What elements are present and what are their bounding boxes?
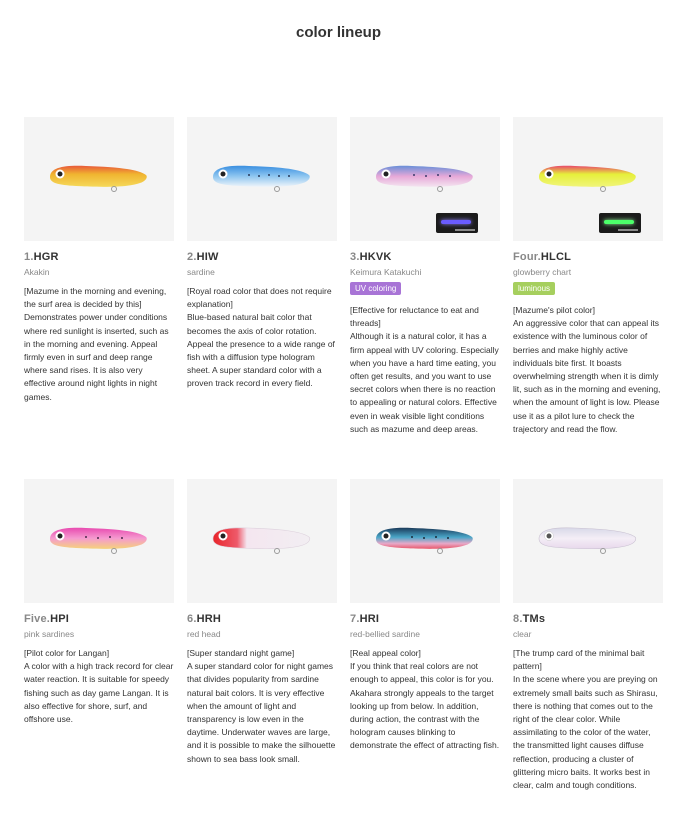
color-description: [Pilot color for Langan] A color with a high track record for clear water reaction. It is suitable for speedy fishing such as day game Langan. It is also effective for shore, surf, and offshore use. xyxy=(24,648,174,725)
color-code: 6.HRH xyxy=(187,613,222,625)
color-description: [The trump card of the minimal bait pattern] In the scene where you are preying on extremely small baits such as Shirasu, there is nothing that comes out to the right of the clear color. While assimilating to the color of the water, the transmitted light causes diffuse reflection, producing a cluster of glittering micro baits. It works best in clear, calm and tough conditions. xyxy=(513,648,658,791)
lure-image xyxy=(350,117,500,241)
color-name: Keimura Katakuchi xyxy=(350,267,422,277)
color-card-hlcl[interactable] xyxy=(513,117,663,436)
color-card-hri[interactable] xyxy=(350,479,500,753)
lure-image xyxy=(24,117,174,241)
page-title: color lineup xyxy=(295,24,381,41)
color-card-tms[interactable] xyxy=(513,479,663,792)
uv-glow-photo xyxy=(436,213,478,233)
color-code: Four.HLCL xyxy=(513,251,572,263)
color-description: [Effective for reluctance to eat and threads] Although it is a natural color, it has a firm appeal with UV coloring. Especially when you have a hard time eating, you often get results, and you want to use secret colors when there is no reaction to appealing or natural colors. Effective even in weak visible light conditions such as mazume and deep areas. xyxy=(350,305,499,434)
lure-hpi-icon xyxy=(46,523,152,555)
lure-image xyxy=(24,479,174,603)
lure-tms-icon xyxy=(535,523,641,555)
color-description: [Mazume's pilot color] An aggressive color that can appeal its existence with the luminous color of berries and make highly active individuals bite first. It boasts overwhelming strength when it is dimly lit, such as in the morning and evening, when the amount of light is low. Please use it as a pilot lure to check the trajectory and read the flow. xyxy=(513,305,661,434)
color-name: glowberry chart xyxy=(513,267,572,277)
color-code: Five.HPI xyxy=(24,613,70,625)
color-name: Akakin xyxy=(24,267,50,277)
lure-hrh-icon xyxy=(209,523,315,555)
color-code: 8.TMs xyxy=(513,613,546,625)
color-description: [Super standard night game] A super standard color for night games that divides popularity from sardine natural bait colors. It is very effective when the amount of light and transparency is low even in the daytime. Underwater waves are large, and it is possible to make the silhouette shown to sea bass look small. xyxy=(187,648,336,764)
lure-image xyxy=(187,479,337,603)
lure-image xyxy=(513,117,663,241)
color-card-hiw[interactable] xyxy=(187,117,337,391)
uv-coloring-tag: UV coloring xyxy=(350,282,401,295)
color-card-hrh[interactable] xyxy=(187,479,337,766)
color-code: 1.HGR xyxy=(24,251,59,263)
color-code: 3.HKVK xyxy=(350,251,392,263)
lure-hkvk-icon xyxy=(372,161,478,193)
color-name: clear xyxy=(513,629,532,639)
color-code: 7.HRI xyxy=(350,613,380,625)
color-name: sardine xyxy=(187,267,215,277)
color-card-hgr[interactable] xyxy=(24,117,174,404)
color-name: red head xyxy=(187,629,221,639)
color-name: red-bellied sardine xyxy=(350,629,420,639)
lure-image xyxy=(350,479,500,603)
lure-hiw-icon xyxy=(209,161,315,193)
color-card-hpi[interactable] xyxy=(24,479,174,726)
lure-hlcl-icon xyxy=(535,161,641,193)
luminous-tag: luminous xyxy=(513,282,555,295)
lure-hgr-icon xyxy=(46,161,152,193)
lure-image xyxy=(513,479,663,603)
color-description: [Real appeal color] If you think that real colors are not enough to appeal, this color is for you. Akahara strongly appeals to the target looking up from below. In addition, during action, the contrast with the hologram causes blinking to demonstrate the effect of attracting fish. xyxy=(350,648,500,751)
luminous-glow-photo xyxy=(599,213,641,233)
color-code: 2.HIW xyxy=(187,251,219,263)
color-description: [Mazume in the morning and evening, the surf area is decided by this] Demonstrates power under conditions where red sunlight is inserted, such as in the morning and evening. Appeal firmly even in surf and deep range where sand rises. It is also very effective around night lights in night games. xyxy=(24,286,169,402)
color-name: pink sardines xyxy=(24,629,75,639)
lure-image xyxy=(187,117,337,241)
color-card-hkvk[interactable] xyxy=(350,117,500,436)
color-description: [Royal road color that does not require explanation] Blue-based natural bait color that becomes the axis of color rotation. Appeal the presence to a wide range of fish with a diffusion type hologram sheet. A super standard color with a proven track record in every field. xyxy=(187,286,335,389)
lure-hri-icon xyxy=(372,523,478,555)
